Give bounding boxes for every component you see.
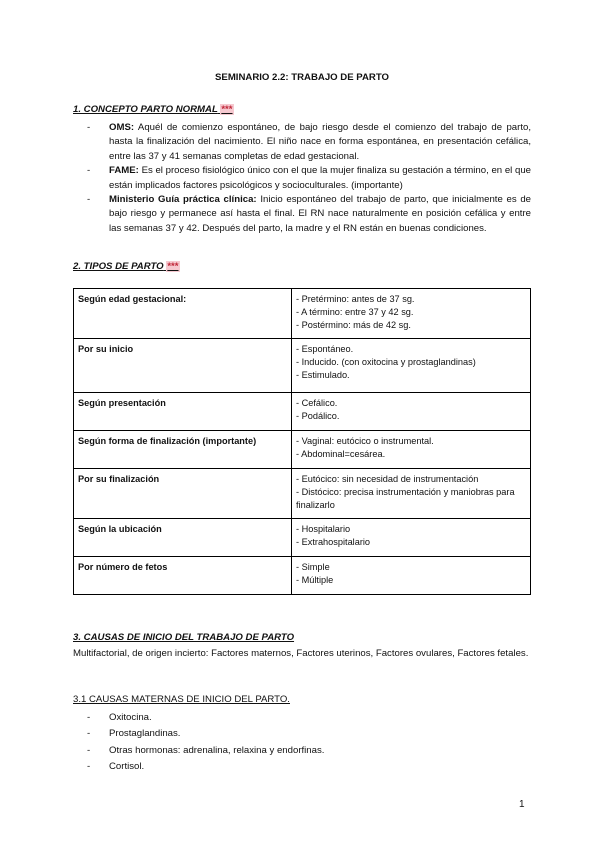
bullet-dash: - bbox=[87, 728, 91, 740]
bullet-dash: - bbox=[87, 193, 91, 205]
table-row bbox=[74, 289, 531, 339]
tipos-de-parto-table bbox=[73, 288, 531, 595]
definition-fame bbox=[73, 164, 531, 193]
table-row bbox=[74, 519, 531, 557]
row-value: - Eutócico: sin necesidad de instrumentación bbox=[296, 474, 479, 485]
row-values bbox=[292, 519, 531, 557]
section-1-heading-text: 1. CONCEPTO PARTO NORMAL bbox=[73, 104, 218, 115]
row-value: - Postérmino: más de 42 sg. bbox=[296, 320, 411, 331]
definition-oms bbox=[73, 121, 531, 164]
list-item-text: Oxitocina. bbox=[109, 712, 152, 723]
row-key: Según presentación bbox=[74, 393, 292, 431]
row-value: - Cefálico. bbox=[296, 398, 338, 409]
row-value: - Múltiple bbox=[296, 575, 334, 586]
definition-term: Ministerio Guía práctica clínica: bbox=[109, 193, 257, 205]
row-value: - Hospitalario bbox=[296, 524, 351, 535]
row-value: - A término: entre 37 y 42 sg. bbox=[296, 307, 414, 318]
section-3-paragraph: Multifactorial, de origen incierto: Factores maternos, Factores uterinos, Factores ovulares, Factores fetales. bbox=[73, 648, 529, 659]
row-value: - Espontáneo. bbox=[296, 344, 354, 355]
row-values bbox=[292, 339, 531, 393]
row-key: Según edad gestacional: bbox=[74, 289, 292, 339]
section-3-heading-text: 3. CAUSAS DE INICIO DEL TRABAJO DE PARTO bbox=[73, 632, 295, 643]
bullet-dash: - bbox=[87, 122, 91, 133]
list-item bbox=[73, 711, 324, 725]
section-3-heading bbox=[73, 631, 294, 645]
subsection-3-1-heading: 3.1 CAUSAS MATERNAS DE INICIO DEL PARTO. bbox=[73, 694, 290, 705]
row-value: - Distócico: precisa instrumentación y maniobras para finalizarlo bbox=[296, 487, 515, 511]
bullet-dash: - bbox=[87, 744, 91, 756]
row-key: Según forma de finalización (importante) bbox=[74, 431, 292, 469]
definition-text: Inicio espontáneo del trabajo de parto, que inicialmente es de bajo riesgo y permanece así hasta el final. El RN nace naturalmente en posición cefálica y entre las semanas 37 y 42. Después del parto, la madre y el RN están en buenas condiciones. bbox=[109, 193, 532, 234]
row-values bbox=[292, 557, 531, 595]
definition-text: Aquél de comienzo espontáneo, de bajo riesgo desde el comienzo del trabajo de parto, hasta la finalización del nacimiento. El niño nace en forma espontánea, en presentación cefálica, entre las 37 y 41 semanas completas de edad gestacional. bbox=[109, 122, 531, 162]
list-item bbox=[73, 727, 324, 741]
list-item-text: Prostaglandinas. bbox=[109, 728, 181, 740]
bullet-dash: - bbox=[87, 761, 91, 773]
table-row bbox=[74, 393, 531, 431]
definition-term: FAME: bbox=[109, 165, 139, 177]
page-number: 1 bbox=[519, 799, 525, 810]
definition-term: OMS: bbox=[109, 122, 135, 133]
row-values bbox=[292, 431, 531, 469]
row-value: - Simple bbox=[296, 562, 330, 573]
table-row bbox=[74, 339, 531, 393]
table-row bbox=[74, 469, 531, 519]
row-value: - Estimulado. bbox=[296, 370, 350, 381]
bullet-dash: - bbox=[87, 165, 91, 177]
row-value: - Extrahospitalario bbox=[296, 537, 371, 548]
row-values bbox=[292, 469, 531, 519]
definitions-list bbox=[73, 121, 531, 236]
table-row bbox=[74, 557, 531, 595]
importance-stars: *** bbox=[221, 104, 233, 115]
table-row bbox=[74, 431, 531, 469]
importance-stars: *** bbox=[167, 261, 179, 272]
document-title: SEMINARIO 2.2: TRABAJO DE PARTO bbox=[215, 72, 389, 83]
list-item bbox=[73, 744, 324, 758]
row-value: - Inducido. (con oxitocina y prostaglandinas) bbox=[296, 357, 476, 368]
section-2-heading-text: 2. TIPOS DE PARTO bbox=[73, 261, 164, 272]
causas-maternas-list bbox=[73, 711, 324, 777]
list-item-text: Cortisol. bbox=[109, 761, 145, 773]
row-values bbox=[292, 289, 531, 339]
section-2-heading bbox=[73, 260, 180, 274]
row-key: Por su inicio bbox=[74, 339, 292, 393]
row-values bbox=[292, 393, 531, 431]
row-value: - Podálico. bbox=[296, 411, 340, 422]
list-item-text: Otras hormonas: adrenalina, relaxina y endorfinas. bbox=[109, 744, 325, 756]
bullet-dash: - bbox=[87, 712, 91, 723]
section-1-heading bbox=[73, 103, 234, 117]
definition-ministerio bbox=[73, 193, 531, 236]
row-key: Según la ubicación bbox=[74, 519, 292, 557]
row-value: - Vaginal: eutócico o instrumental. bbox=[296, 436, 434, 447]
row-value: - Pretérmino: antes de 37 sg. bbox=[296, 294, 415, 304]
row-key: Por su finalización bbox=[74, 469, 292, 519]
row-key: Por número de fetos bbox=[74, 557, 292, 595]
list-item bbox=[73, 760, 324, 774]
row-value: - Abdominal=cesárea. bbox=[296, 449, 386, 460]
definition-text: Es el proceso fisiológico único con el que la mujer finaliza su gestación a término, en el que están implicados factores psicológicos y socioculturales. (importante) bbox=[109, 165, 531, 191]
